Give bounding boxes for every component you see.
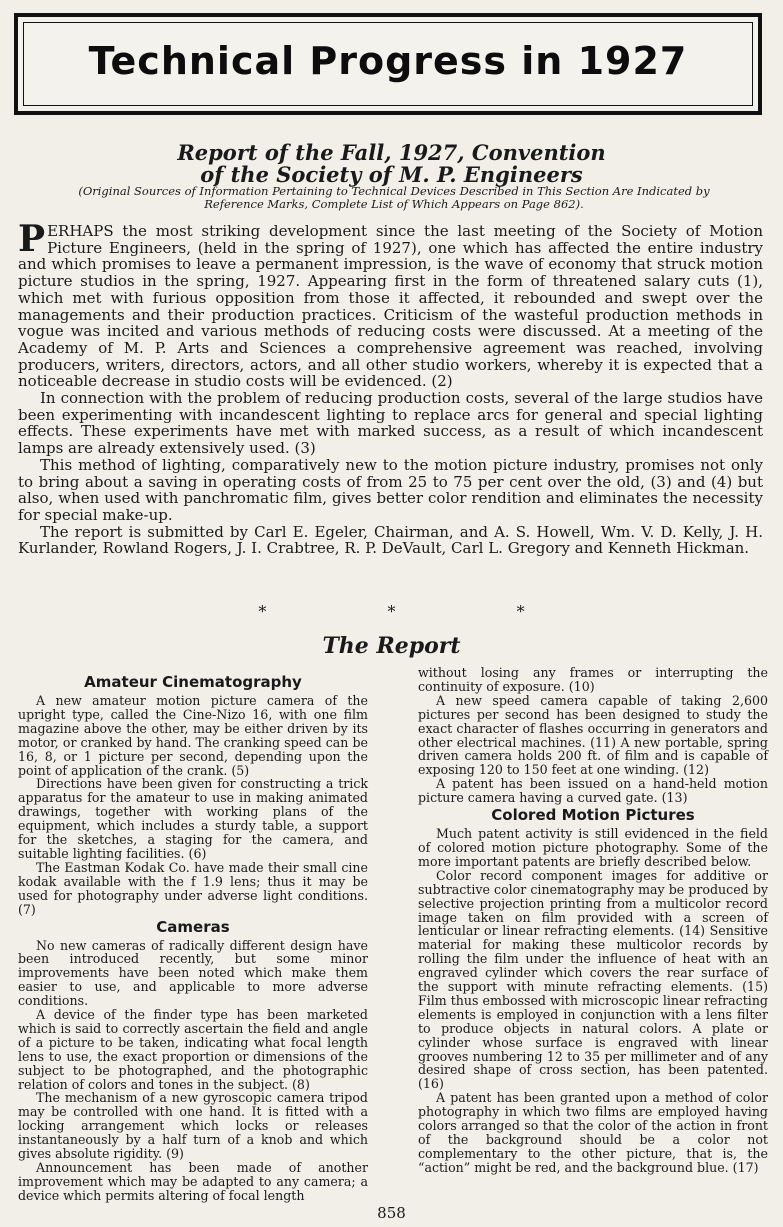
report-title: The Report [322, 633, 461, 659]
report-heading-line2: of the Society of M. P. Engineers [200, 162, 583, 187]
intro-paragraph-1-text: ERHAPS the most striking development since the last meeting of the Society of Motion Picture Engineers, (held in the spring of 1927), one which has affected the entire industry and which promises to leave a permanent impression, is the wave of economy that struck motion picture studios in the spring, 1927. Appearing first in the form of threatened salary cuts (1), which met with furious opposition from those it affected, it rebounded and swept over the managements and their production practices. Criticism of the wasteful production methods in vogue was incited and various methods of reducing costs were discussed. At a meeting of the Academy of M. P. Arts and Sciences a comprehensive agreement was reached, involving producers, writers, directors, actors, and all other studio workers, whereby it is expected that a noticeable decrease in studio costs will be evidenced. (2) [18, 222, 763, 391]
intro-paragraph-3: This method of lighting, comparatively new to the motion picture industry, promises not only to bring about a saving in operating costs of from 25 to 75 per cent over the old, (3) and (4) but also, when used with panchromatic film, gives better color rendition and eliminates the necessity for special make-up. [18, 455, 763, 524]
paragraph: A patent has been issued on a hand-held motion picture camera having a curved gate. (13) [418, 776, 768, 806]
paragraph: Announcement has been made of another improvement which may be adapted to any camera; a device which permits altering of focal length [18, 1160, 368, 1203]
paragraph: A device of the finder type has been marketed which is said to correctly ascertain the field and angle of a picture to be taken, indicating what focal length lens to use, the exact proportion or dimensions of the subject to be photographed, and the photographic relation of colors and tones in the subject. (8) [18, 1007, 368, 1092]
paragraph: A new amateur motion picture camera of the upright type, called the Cine-Nizo 16, with one film magazine above the other, may be either driven by its motor, or cranked by hand. The cranking speed can be 16, 8, or 1 picture per second, depending upon the point of application of the crank. (5) [18, 693, 368, 778]
sources-note: (Original Sources of Information Pertaining to Technical Devices Described in This Section Are Indicated by Reference Marks, Complete List of Which Appears on Page 862). [78, 184, 710, 211]
right-column [418, 666, 768, 1175]
paragraph: A new speed camera capable of taking 2,600 pictures per second has been designed to study the exact character of flashes occurring in generators and other electrical machines. (11) A new portable, spring driven camera holds 200 ft. of film and is capable of exposing 120 to 150 feet at one winding. (12) [418, 692, 768, 778]
left-column [18, 672, 368, 1203]
intro-section [18, 218, 763, 558]
paragraph: No new cameras of radically different design have been introduced recently, but some minor improvements have been noted which make them easier to use, and applicable to more adverse conditions. [18, 937, 368, 1009]
intro-paragraph-1 [18, 218, 763, 391]
intro-paragraph-4: The report is submitted by Carl E. Egeler, Chairman, and A. S. Howell, Wm. V. D. Kelly, J. H. Kurlander, Rowland Rogers, J. I. Crabtree, R. P. DeVault, Carl L. Gregory and Kenneth Hickman. [18, 522, 763, 558]
title-box [14, 13, 762, 115]
section-divider: * * * [258, 602, 583, 621]
heading-cameras: Cameras [156, 917, 230, 936]
intro-paragraph-2: In connection with the problem of reducing production costs, several of the large studios have been experimenting with incandescent lighting to replace arcs for general and special lighting effects. These experiments have met with marked success, as a result of which incandescent lamps are already extensively used. (3) [18, 389, 763, 458]
drop-cap: P [18, 218, 46, 260]
paragraph: The mechanism of a new gyroscopic camera tripod may be controlled with one hand. It is fitted with a locking arrangement which locks or releases instantaneously by a half turn of a knob and which gives absolute rigidity. (9) [18, 1090, 368, 1162]
paragraph: The Eastman Kodak Co. have made their small cine kodak available with the f 1.9 lens; thus it may be used for photography under adverse light conditions. (7) [18, 859, 368, 917]
heading-amateur-cinematography: Amateur Cinematography [84, 673, 302, 691]
paragraph: without losing any frames or interrupting the continuity of exposure. (10) [418, 665, 768, 694]
paragraph: Much patent activity is still evidenced in the field of colored motion picture photography. Some of the more important patents are briefly described below. [418, 826, 768, 869]
paragraph: Color record component images for additive or subtractive color cinematography may be produced by selective projection printing from a multicolor record image taken on film provided with a screen of lenticular or linear refracting elements. (14) Sensitive material for making these multicolor records by rolling the film under the influence of heat with an engraved cylinder which covers the rear surface of the support with minute refracting elements. (15) Film thus embossed with microscopic linear refracting elements is employed in conjunction with a lens filter to produce objects in natural colors. A plate or cylinder whose surface is engraved with linear grooves numbering 12 to 35 per millimeter and of any desired shape of cross section, has been patented. (16) [418, 867, 768, 1092]
report-heading-line1: Report of the Fall, 1927, Convention [177, 140, 606, 165]
heading-colored-motion-pictures: Colored Motion Pictures [491, 806, 695, 825]
page-title: Technical Progress in 1927 [88, 39, 688, 83]
paragraph: Directions have been given for constructing a trick apparatus for the amateur to use in making animated drawings, together with working plans of the equipment, which includes a sturdy table, a support for the sketches, a staging for the camera, and suitable lighting facilities. (6) [18, 776, 368, 861]
page-number: 858 [377, 1204, 406, 1222]
paragraph: A patent has been granted upon a method of color photography in which two films are employed having colors arranged so that the color of the action in front of the background should be a color not complementary to the other picture, that is, the “action” might be red, and the background blue. (17) [418, 1090, 768, 1175]
